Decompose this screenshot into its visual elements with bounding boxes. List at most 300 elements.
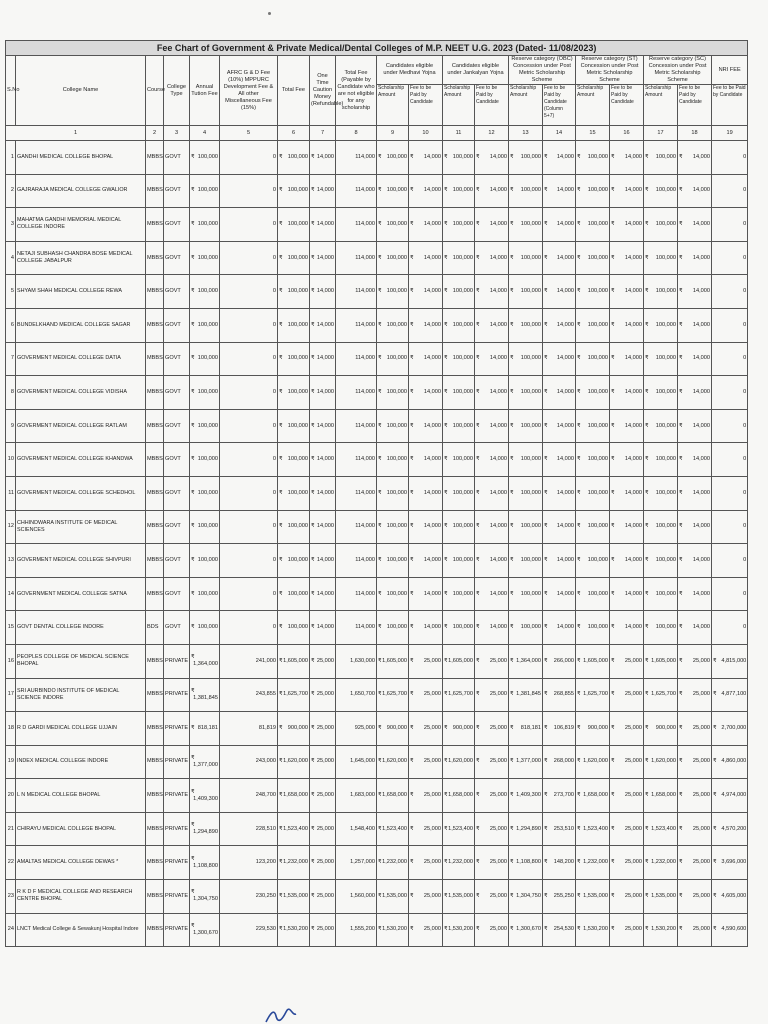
total-fee-cell: [278, 812, 310, 846]
rupee-symbol: ₹: [611, 288, 615, 295]
total-fee: 1,530,200: [283, 926, 308, 933]
obc-scholarship: 100,000: [520, 422, 541, 429]
jankalyan-fee-paid-cell: [475, 308, 509, 342]
caution-money-cell: [310, 141, 336, 175]
rupee-symbol: ₹: [544, 624, 548, 631]
college-name-cell: NETAJI SUBHASH CHANDRA BOSE MEDICAL COLLEGE JABALPUR: [16, 241, 146, 275]
rupee-symbol: ₹: [279, 220, 283, 227]
jankalyan-scholarship: 1,605,000: [448, 657, 473, 664]
rupee-symbol: ₹: [510, 220, 514, 227]
caution-money: 25,000: [316, 792, 334, 799]
annual-tution-fee-cell: [190, 712, 220, 746]
jankalyan-fee-paid: 25,000: [489, 691, 507, 698]
sc-fee-paid: 14,000: [692, 422, 710, 429]
table-row: [6, 409, 748, 443]
st-fee-paid-cell: [610, 376, 644, 410]
jankalyan-scholarship-cell: [443, 275, 475, 309]
st-fee-paid: 14,000: [624, 321, 642, 328]
jankalyan-fee-paid: 14,000: [489, 422, 507, 429]
obc-scholarship: 1,300,670: [516, 926, 541, 933]
jankalyan-fee-paid-cell: [475, 376, 509, 410]
sc-scholarship-cell: [644, 880, 678, 914]
obc-scholarship: 100,000: [520, 321, 541, 328]
caution-money: 14,000: [316, 624, 334, 631]
st-scholarship: 1,620,000: [583, 758, 608, 765]
rupee-symbol: ₹: [311, 859, 315, 866]
rupee-symbol: ₹: [679, 825, 683, 832]
jankalyan-fee-paid-cell: [475, 745, 509, 779]
sc-fee-paid: 25,000: [692, 691, 710, 698]
obc-scholarship: 100,000: [520, 624, 541, 631]
serial-number-cell: 9: [6, 409, 16, 443]
medhavi-scholarship: 100,000: [386, 153, 407, 160]
annual-tution-fee: 818,181: [197, 724, 218, 731]
medhavi-scholarship-cell: [377, 577, 409, 611]
column-number: 2: [146, 126, 164, 141]
rupee-symbol: ₹: [378, 489, 382, 496]
st-fee-paid: 14,000: [624, 556, 642, 563]
rupee-symbol: ₹: [544, 556, 548, 563]
afrc-fee-cell: 0: [220, 577, 278, 611]
total-fee-cell: [278, 846, 310, 880]
sc-fee-paid-cell: [678, 476, 712, 510]
sc-scholarship: 100,000: [655, 187, 676, 194]
rupee-symbol: ₹: [410, 892, 414, 899]
sc-fee-paid-cell: [678, 880, 712, 914]
rupee-symbol: ₹: [279, 859, 283, 866]
medhavi-scholarship-cell: [377, 745, 409, 779]
caution-money-cell: [310, 443, 336, 477]
obc-fee-paid-cell: [543, 812, 576, 846]
st-scholarship: 100,000: [587, 220, 608, 227]
header-jankalyan: Candidates eligible under Jankalyan Yojna: [443, 56, 509, 85]
course-cell: MBBS: [146, 812, 164, 846]
table-row: [6, 342, 748, 376]
annual-tution-fee: 100,000: [197, 422, 218, 429]
sc-fee-paid: 25,000: [692, 859, 710, 866]
rupee-symbol: ₹: [410, 825, 414, 832]
rupee-symbol: ₹: [410, 187, 414, 194]
rupee-symbol: ₹: [191, 624, 195, 631]
total-fee-payable-cell: 114,000: [336, 476, 377, 510]
header-medhavi: Candidates eligible under Medhavi Yojna: [377, 56, 443, 85]
course-cell: MBBS: [146, 745, 164, 779]
jankalyan-fee-paid-cell: [475, 476, 509, 510]
total-fee: 1,620,000: [283, 758, 308, 765]
obc-scholarship-cell: [509, 443, 543, 477]
medhavi-fee-paid-cell: [409, 376, 443, 410]
total-fee: 100,000: [287, 288, 308, 295]
rupee-symbol: ₹: [311, 825, 315, 832]
college-type-cell: GOVT: [164, 443, 190, 477]
table-row: [6, 376, 748, 410]
obc-scholarship-cell: [509, 846, 543, 880]
obc-scholarship-cell: [509, 644, 543, 678]
serial-number-cell: 5: [6, 275, 16, 309]
medhavi-fee-paid-cell: [409, 308, 443, 342]
medhavi-fee-paid: 25,000: [423, 859, 441, 866]
rupee-symbol: ₹: [645, 590, 649, 597]
table-row: [6, 476, 748, 510]
annual-tution-fee: 1,364,000: [193, 661, 218, 668]
sc-fee-paid-cell: [678, 745, 712, 779]
rupee-symbol: ₹: [444, 758, 448, 765]
obc-fee-paid: 14,000: [556, 153, 574, 160]
sc-fee-paid-cell: [678, 577, 712, 611]
rupee-symbol: ₹: [713, 892, 717, 899]
obc-scholarship: 100,000: [520, 187, 541, 194]
sc-scholarship: 100,000: [655, 556, 676, 563]
rupee-symbol: ₹: [679, 523, 683, 530]
obc-fee-paid: 14,000: [556, 489, 574, 496]
obc-fee-paid: 268,000: [553, 758, 574, 765]
total-fee: 100,000: [287, 590, 308, 597]
obc-scholarship-cell: [509, 712, 543, 746]
college-type-cell: GOVT: [164, 476, 190, 510]
header-total-fee-payable: Total Fee (Payable by Candidate who are not eligible for any scholarship: [336, 56, 377, 126]
total-fee-payable-cell: 1,630,000: [336, 644, 377, 678]
obc-scholarship-cell: [509, 510, 543, 544]
rupee-symbol: ₹: [679, 489, 683, 496]
caution-money-cell: [310, 644, 336, 678]
rupee-symbol: ₹: [378, 187, 382, 194]
caution-money-cell: [310, 745, 336, 779]
total-fee: 100,000: [287, 355, 308, 362]
jankalyan-scholarship: 100,000: [452, 489, 473, 496]
medhavi-scholarship-cell: [377, 208, 409, 242]
serial-number-cell: 3: [6, 208, 16, 242]
medhavi-fee-paid: 14,000: [423, 153, 441, 160]
serial-number-cell: 22: [6, 846, 16, 880]
st-scholarship: 100,000: [587, 355, 608, 362]
st-scholarship-cell: [576, 611, 610, 645]
nri-fee-cell: 0: [712, 376, 748, 410]
obc-scholarship: 100,000: [520, 254, 541, 261]
rupee-symbol: ₹: [510, 523, 514, 530]
sc-fee-paid: 14,000: [692, 220, 710, 227]
rupee-symbol: ₹: [577, 892, 581, 899]
rupee-symbol: ₹: [191, 355, 195, 362]
serial-number-cell: 4: [6, 241, 16, 275]
rupee-symbol: ₹: [191, 422, 195, 429]
sc-fee-paid-cell: [678, 275, 712, 309]
jankalyan-scholarship: 100,000: [452, 187, 473, 194]
rupee-symbol: ₹: [311, 590, 315, 597]
rupee-symbol: ₹: [191, 754, 195, 761]
college-name-cell: PEOPLES COLLEGE OF MEDICAL SCIENCE BHOPAL: [16, 644, 146, 678]
college-type-cell: GOVT: [164, 208, 190, 242]
nri-fee: 4,815,000: [721, 657, 747, 664]
st-scholarship-cell: [576, 174, 610, 208]
sc-scholarship: 1,658,000: [651, 792, 676, 799]
rupee-symbol: ₹: [311, 691, 315, 698]
afrc-fee-cell: 0: [220, 476, 278, 510]
obc-fee-paid: 14,000: [556, 288, 574, 295]
caution-money: 14,000: [316, 187, 334, 194]
nri-fee: 4,590,600: [721, 926, 747, 933]
obc-scholarship-cell: [509, 174, 543, 208]
medhavi-scholarship: 1,232,000: [382, 859, 407, 866]
table-row: [6, 443, 748, 477]
rupee-symbol: ₹: [544, 657, 548, 664]
rupee-symbol: ₹: [611, 355, 615, 362]
caution-money: 14,000: [316, 153, 334, 160]
course-cell: MBBS: [146, 644, 164, 678]
subheader-fee-paid: Fee to be Paid by Candidate: [678, 85, 712, 126]
st-fee-paid: 25,000: [624, 859, 642, 866]
st-fee-paid: 14,000: [624, 624, 642, 631]
rupee-symbol: ₹: [279, 724, 283, 731]
rupee-symbol: ₹: [311, 422, 315, 429]
course-cell: MBBS: [146, 241, 164, 275]
st-fee-paid: 14,000: [624, 422, 642, 429]
medhavi-scholarship: 1,658,000: [382, 792, 407, 799]
rupee-symbol: ₹: [444, 254, 448, 261]
medhavi-fee-paid: 14,000: [423, 456, 441, 463]
annual-tution-fee: 1,377,000: [193, 761, 218, 768]
rupee-symbol: ₹: [510, 590, 514, 597]
nri-fee-cell: [712, 812, 748, 846]
college-name-cell: BUNDELKHAND MEDICAL COLLEGE SAGAR: [16, 308, 146, 342]
column-number: 18: [678, 126, 712, 141]
caution-money-cell: [310, 342, 336, 376]
annual-tution-fee-cell: [190, 141, 220, 175]
st-fee-paid: 14,000: [624, 153, 642, 160]
rupee-symbol: ₹: [410, 926, 414, 933]
column-number: 3: [164, 126, 190, 141]
rupee-symbol: ₹: [410, 456, 414, 463]
caution-money: 14,000: [316, 556, 334, 563]
sc-scholarship-cell: [644, 308, 678, 342]
rupee-symbol: ₹: [510, 758, 514, 765]
rupee-symbol: ₹: [611, 926, 615, 933]
header-sno: S.No: [6, 56, 16, 126]
st-scholarship: 100,000: [587, 556, 608, 563]
rupee-symbol: ₹: [577, 758, 581, 765]
rupee-symbol: ₹: [410, 758, 414, 765]
jankalyan-fee-paid: 14,000: [489, 523, 507, 530]
college-name-cell: GOVERMENT MEDICAL COLLEGE SCHEDHOL: [16, 476, 146, 510]
sc-fee-paid: 25,000: [692, 657, 710, 664]
rupee-symbol: ₹: [378, 892, 382, 899]
medhavi-fee-paid-cell: [409, 141, 443, 175]
rupee-symbol: ₹: [577, 590, 581, 597]
obc-scholarship-cell: [509, 241, 543, 275]
jankalyan-fee-paid: 25,000: [489, 859, 507, 866]
afrc-fee-cell: 0: [220, 308, 278, 342]
caution-money: 25,000: [316, 724, 334, 731]
obc-scholarship-cell: [509, 745, 543, 779]
jankalyan-scholarship-cell: [443, 308, 475, 342]
rupee-symbol: ₹: [191, 724, 195, 731]
rupee-symbol: ₹: [544, 758, 548, 765]
annual-tution-fee: 100,000: [197, 489, 218, 496]
st-scholarship-cell: [576, 812, 610, 846]
nri-fee-cell: 0: [712, 510, 748, 544]
medhavi-fee-paid-cell: [409, 275, 443, 309]
rupee-symbol: ₹: [444, 388, 448, 395]
st-scholarship-cell: [576, 913, 610, 947]
rupee-symbol: ₹: [577, 624, 581, 631]
nri-fee-cell: 0: [712, 611, 748, 645]
annual-tution-fee: 100,000: [197, 254, 218, 261]
jankalyan-fee-paid-cell: [475, 342, 509, 376]
nri-fee: 4,877,100: [721, 691, 747, 698]
sc-fee-paid-cell: [678, 141, 712, 175]
caution-money: 25,000: [316, 859, 334, 866]
obc-fee-paid: 106,819: [553, 724, 574, 731]
jankalyan-scholarship: 900,000: [452, 724, 473, 731]
rupee-symbol: ₹: [611, 321, 615, 328]
rupee-symbol: ₹: [311, 657, 315, 664]
obc-scholarship-cell: [509, 544, 543, 578]
rupee-symbol: ₹: [191, 590, 195, 597]
sc-scholarship-cell: [644, 275, 678, 309]
rupee-symbol: ₹: [476, 624, 480, 631]
jankalyan-fee-paid-cell: [475, 544, 509, 578]
medhavi-fee-paid: 25,000: [423, 657, 441, 664]
nri-fee-cell: [712, 913, 748, 947]
afrc-fee-cell: 0: [220, 510, 278, 544]
medhavi-scholarship-cell: [377, 275, 409, 309]
sc-scholarship: 100,000: [655, 456, 676, 463]
annual-tution-fee-cell: [190, 476, 220, 510]
rupee-symbol: ₹: [476, 892, 480, 899]
rupee-symbol: ₹: [611, 456, 615, 463]
st-fee-paid-cell: [610, 174, 644, 208]
afrc-fee-cell: 228,510: [220, 812, 278, 846]
obc-fee-paid-cell: [543, 275, 576, 309]
medhavi-scholarship: 1,620,000: [382, 758, 407, 765]
annual-tution-fee-cell: [190, 611, 220, 645]
st-fee-paid-cell: [610, 913, 644, 947]
afrc-fee-cell: 0: [220, 174, 278, 208]
course-cell: MBBS: [146, 141, 164, 175]
jankalyan-scholarship: 100,000: [452, 388, 473, 395]
rupee-symbol: ₹: [476, 187, 480, 194]
st-scholarship: 100,000: [587, 388, 608, 395]
obc-fee-paid-cell: [543, 880, 576, 914]
header-nri: NRI FEE: [712, 56, 748, 85]
rupee-symbol: ₹: [410, 153, 414, 160]
annual-tution-fee: 100,000: [197, 321, 218, 328]
afrc-fee-cell: 0: [220, 141, 278, 175]
total-fee: 100,000: [287, 489, 308, 496]
rupee-symbol: ₹: [713, 825, 717, 832]
rupee-symbol: ₹: [410, 489, 414, 496]
rupee-symbol: ₹: [191, 153, 195, 160]
rupee-symbol: ₹: [444, 926, 448, 933]
st-scholarship: 100,000: [587, 489, 608, 496]
rupee-symbol: ₹: [510, 657, 514, 664]
rupee-symbol: ₹: [645, 758, 649, 765]
annual-tution-fee: 100,000: [197, 456, 218, 463]
total-fee-payable-cell: 1,683,000: [336, 779, 377, 813]
medhavi-scholarship-cell: [377, 510, 409, 544]
medhavi-fee-paid-cell: [409, 846, 443, 880]
st-fee-paid: 25,000: [624, 691, 642, 698]
caution-money-cell: [310, 913, 336, 947]
medhavi-fee-paid-cell: [409, 409, 443, 443]
annual-tution-fee-cell: [190, 644, 220, 678]
annual-tution-fee: 100,000: [197, 523, 218, 530]
rupee-symbol: ₹: [577, 825, 581, 832]
college-name-cell: CHIRAYU MEDICAL COLLEGE BHOPAL: [16, 812, 146, 846]
rupee-symbol: ₹: [279, 523, 283, 530]
medhavi-fee-paid-cell: [409, 241, 443, 275]
jankalyan-scholarship-cell: [443, 779, 475, 813]
rupee-symbol: ₹: [645, 825, 649, 832]
nri-fee-cell: 0: [712, 409, 748, 443]
annual-tution-fee: 1,381,845: [193, 694, 218, 701]
college-type-cell: GOVT: [164, 409, 190, 443]
obc-scholarship-cell: [509, 812, 543, 846]
st-fee-paid-cell: [610, 644, 644, 678]
jankalyan-fee-paid: 25,000: [489, 892, 507, 899]
st-fee-paid-cell: [610, 846, 644, 880]
rupee-symbol: ₹: [577, 691, 581, 698]
sc-fee-paid: 14,000: [692, 489, 710, 496]
sc-scholarship: 100,000: [655, 355, 676, 362]
st-scholarship: 100,000: [587, 422, 608, 429]
table-row: [6, 174, 748, 208]
caution-money-cell: [310, 544, 336, 578]
st-fee-paid-cell: [610, 409, 644, 443]
rupee-symbol: ₹: [679, 456, 683, 463]
st-scholarship: 100,000: [587, 456, 608, 463]
annual-tution-fee: 1,300,670: [193, 929, 218, 936]
medhavi-scholarship: 100,000: [386, 388, 407, 395]
rupee-symbol: ₹: [476, 489, 480, 496]
sc-fee-paid-cell: [678, 308, 712, 342]
caution-money: 14,000: [316, 220, 334, 227]
st-scholarship: 100,000: [587, 187, 608, 194]
rupee-symbol: ₹: [378, 758, 382, 765]
obc-fee-paid-cell: [543, 376, 576, 410]
obc-scholarship-cell: [509, 476, 543, 510]
rupee-symbol: ₹: [279, 624, 283, 631]
st-fee-paid: 14,000: [624, 388, 642, 395]
college-name-cell: SHYAM SHAH MEDICAL COLLEGE REWA: [16, 275, 146, 309]
medhavi-scholarship-cell: [377, 846, 409, 880]
obc-fee-paid-cell: [543, 342, 576, 376]
jankalyan-fee-paid-cell: [475, 846, 509, 880]
rupee-symbol: ₹: [611, 422, 615, 429]
sc-scholarship: 1,620,000: [651, 758, 676, 765]
afrc-fee-cell: 248,700: [220, 779, 278, 813]
obc-scholarship: 100,000: [520, 355, 541, 362]
subheader-nri-fee-paid: Fee to be Paid by Candidate: [712, 85, 748, 126]
rupee-symbol: ₹: [510, 926, 514, 933]
st-fee-paid: 14,000: [624, 220, 642, 227]
jankalyan-fee-paid: 14,000: [489, 388, 507, 395]
college-name-cell: GOVERMENT MEDICAL COLLEGE KHANDWA: [16, 443, 146, 477]
st-fee-paid: 25,000: [624, 724, 642, 731]
college-type-cell: GOVT: [164, 174, 190, 208]
college-type-cell: PRIVATE: [164, 812, 190, 846]
rupee-symbol: ₹: [191, 388, 195, 395]
rupee-symbol: ₹: [476, 523, 480, 530]
college-type-cell: GOVT: [164, 141, 190, 175]
rupee-symbol: ₹: [378, 556, 382, 563]
annual-tution-fee: 100,000: [197, 153, 218, 160]
rupee-symbol: ₹: [544, 792, 548, 799]
medhavi-fee-paid-cell: [409, 510, 443, 544]
table-row: [6, 544, 748, 578]
st-scholarship: 100,000: [587, 523, 608, 530]
table-row: [6, 141, 748, 175]
rupee-symbol: ₹: [191, 922, 195, 929]
